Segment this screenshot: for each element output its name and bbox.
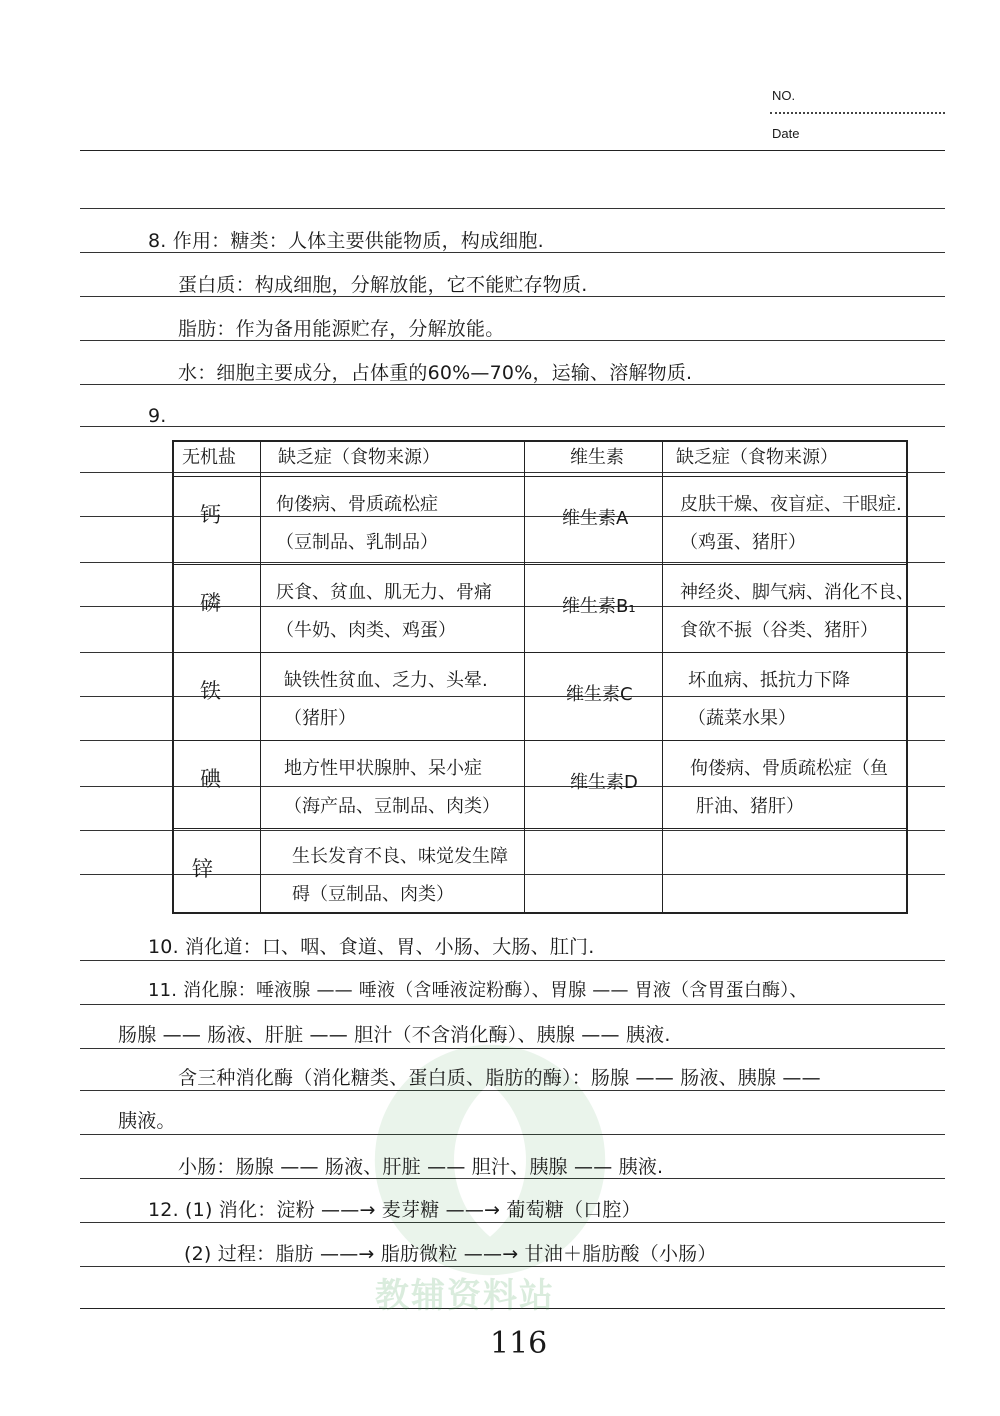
table-cell-vitamin: 维生素B₁ <box>562 596 636 617</box>
table-cell-v-deficiency: 佝偻病、骨质疏松症（鱼 <box>690 758 888 779</box>
table-cell-v-deficiency: 坏血病、抵抗力下降 <box>688 670 850 691</box>
rule-line <box>80 208 945 209</box>
table-row-divider <box>174 652 906 653</box>
q12-line-1: 12. (1) 消化：淀粉 ——→ 麦芽糖 ——→ 葡萄糖（口腔） <box>148 1199 641 1221</box>
table-cell-mineral: 钙 <box>200 503 221 527</box>
table-cell-vitamin: 维生素C <box>566 684 633 705</box>
header-date-label: Date <box>772 126 800 141</box>
table-cell-mineral: 磷 <box>200 591 221 615</box>
header-dotted-line <box>770 112 945 114</box>
table-row-divider <box>174 828 906 829</box>
table-cell-v-source: （蔬菜水果） <box>688 708 796 729</box>
rule-line <box>80 426 945 427</box>
q11-line-5: 小肠：肠腺 —— 肠液、肝脏 —— 胆汁、胰腺 —— 胰液. <box>178 1156 664 1178</box>
table-row-divider <box>174 564 906 565</box>
q8-line-1: 8. 作用：糖类：人体主要供能物质，构成细胞. <box>148 230 544 252</box>
table-cell-v-source: 肝油、猪肝） <box>696 796 804 817</box>
table-cell-v-deficiency: 神经炎、脚气病、消化不良、 <box>680 582 914 603</box>
q11-line-4: 胰液。 <box>118 1110 176 1132</box>
table-header-vitamin: 维生素 <box>570 447 624 468</box>
table-cell-source: （豆制品、乳制品） <box>276 532 438 553</box>
table-col-divider <box>662 442 663 912</box>
table-cell-mineral: 碘 <box>200 767 221 791</box>
rule-line <box>80 150 945 151</box>
q8-line-3: 脂肪：作为备用能源贮存，分解放能。 <box>178 318 505 340</box>
table-cell-v-source: 食欲不振（谷类、猪肝） <box>680 620 878 641</box>
q11-line-3: 含三种消化酶（消化糖类、蛋白质、脂肪的酶）：肠腺 —— 肠液、胰腺 —— <box>178 1067 821 1089</box>
q9-label: 9. <box>148 405 167 427</box>
header-no-label: NO. <box>772 88 796 103</box>
table-cell-source: （牛奶、肉类、鸡蛋） <box>276 620 456 641</box>
table-cell-mineral: 锌 <box>192 857 213 881</box>
q11-line-2: 肠腺 —— 肠液、肝脏 —— 胆汁（不含消化酶）、胰腺 —— 胰液. <box>118 1024 671 1046</box>
table-cell-deficiency: 生长发育不良、味觉发生障 <box>292 846 508 867</box>
rule-line <box>80 960 945 961</box>
table-cell-v-deficiency: 皮肤干燥、夜盲症、干眼症. <box>680 494 902 515</box>
table-cell-deficiency: 佝偻病、骨质疏松症 <box>276 494 438 515</box>
table-col-divider <box>260 442 261 912</box>
table-cell-vitamin: 维生素D <box>570 772 638 793</box>
table-cell-deficiency: 厌食、贫血、肌无力、骨痛 <box>276 582 492 603</box>
watermark-text: 教辅资料站 <box>375 1276 555 1316</box>
table-cell-deficiency: 缺铁性贫血、乏力、头晕. <box>284 670 488 691</box>
q8-line-2: 蛋白质：构成细胞，分解放能，它不能贮存物质. <box>178 274 588 296</box>
q11-line-1: 11. 消化腺：唾液腺 —— 唾液（含唾液淀粉酶）、胃腺 —— 胃液（含胃蛋白酶）、 <box>148 980 808 1001</box>
table-cell-vitamin: 维生素A <box>562 508 629 529</box>
q12-line-2: (2) 过程：脂肪 ——→ 脂肪微粒 ——→ 甘油＋脂肪酸（小肠） <box>184 1243 717 1265</box>
table-col-divider <box>524 442 525 912</box>
table-cell-source: （海产品、豆制品、肉类） <box>284 796 500 817</box>
table-cell-deficiency: 地方性甲状腺肿、呆小症 <box>284 758 482 779</box>
table-cell-v-source: （鸡蛋、猪肝） <box>680 532 806 553</box>
table-header-deficiency: 缺乏症（食物来源） <box>278 447 440 468</box>
q8-line-4: 水：细胞主要成分，占体重的60%—70%，运输、溶解物质. <box>178 362 693 384</box>
table-cell-mineral: 铁 <box>200 679 221 703</box>
table-cell-source: （猪肝） <box>284 708 356 729</box>
nutrient-table <box>172 440 914 914</box>
table-cell-source: 碍（豆制品、肉类） <box>292 884 454 905</box>
table-header-mineral: 无机盐 <box>182 447 236 468</box>
q10-line-1: 10. 消化道：口、咽、食道、胃、小肠、大肠、肛门. <box>148 936 595 958</box>
table-row-divider <box>174 740 906 741</box>
table-header-deficiency-2: 缺乏症（食物来源） <box>676 447 838 468</box>
page-number: 116 <box>490 1326 548 1361</box>
rule-line <box>80 1004 945 1005</box>
